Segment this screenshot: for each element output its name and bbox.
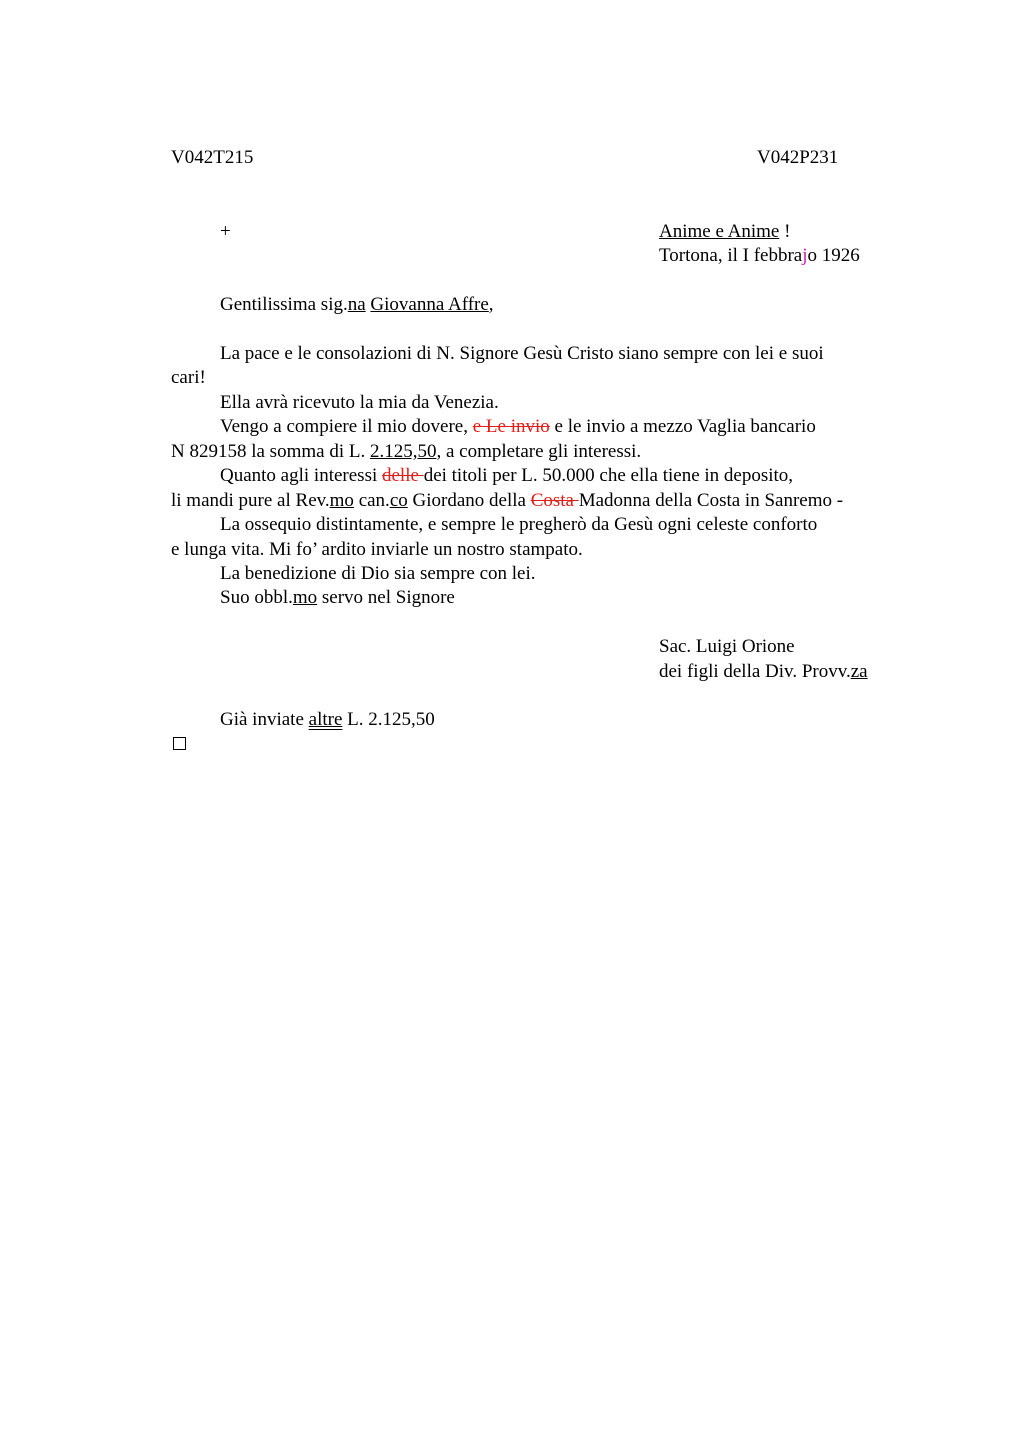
body-line-8: La ossequio distintamente, e sempre le pregherò da Gesù ogni celeste conforto: [220, 514, 818, 535]
salutation-comma: ,: [488, 294, 494, 315]
document-code-left: V042T215: [171, 147, 254, 168]
body-line-3: Ella avrà ricevuto la mia da Venezia.: [220, 392, 499, 413]
body-line-7-c: can.: [353, 490, 390, 511]
body-line-7-f: Madonna della Costa in Sanremo -: [578, 490, 844, 511]
salutation-abbr: na: [347, 294, 366, 315]
body-line-5-post: , a completare gli interessi.: [436, 441, 642, 462]
closing-post: servo nel Signore: [317, 587, 455, 608]
end-marker-box: [173, 737, 186, 750]
deleted-text: Costa: [530, 490, 579, 511]
abbreviation: za: [850, 661, 868, 682]
dateline-pre: Tortona, il I febbra: [659, 245, 803, 266]
dateline: [659, 244, 860, 268]
body-line-4: [220, 415, 816, 439]
body-line-6: [220, 464, 793, 488]
postscript-post: L. 2.125,50: [342, 709, 435, 730]
closing-line: [220, 586, 455, 610]
postscript: [220, 708, 435, 732]
closing-pre: Suo obbl.: [220, 587, 293, 608]
dateline-post: o 1926: [807, 245, 860, 266]
abbreviation: co: [389, 490, 408, 511]
postscript-pre: Già inviate: [220, 709, 309, 730]
body-line-5-pre: N 829158 la somma di L.: [171, 441, 370, 462]
motto-suffix: !: [779, 221, 791, 242]
amount: 2.125,50: [369, 441, 437, 462]
body-line-7-a: li mandi pure al Rev.: [171, 490, 330, 511]
postscript-emphasis: altre: [308, 709, 343, 730]
body-line-6-pre: Quanto agli interessi: [220, 465, 382, 486]
deleted-text: e Le invio: [472, 416, 550, 437]
body-line-7-e: Giordano della: [407, 490, 531, 511]
motto-text: Anime e Anime: [659, 221, 780, 242]
salutation-pre: Gentilissima sig.: [220, 294, 348, 315]
body-line-5: [171, 440, 641, 464]
body-line-6-post: dei titoli per L. 50.000 che ella tiene in deposito,: [423, 465, 794, 486]
dateline-insertion: j: [802, 245, 808, 266]
recipient-name: Giovanna Affre: [370, 294, 489, 315]
deleted-text: delle: [382, 465, 424, 486]
body-line-7: [171, 489, 843, 513]
document-code-right: V042P231: [757, 147, 839, 168]
body-line-1: La pace e le consolazioni di N. Signore Gesù Cristo siano sempre con lei e suoi: [220, 343, 824, 364]
body-line-4-post: e le invio a mezzo Vaglia bancario: [549, 416, 816, 437]
signature-congregation-pre: dei figli della Div. Provv.: [659, 661, 851, 682]
cross-symbol: +: [220, 221, 231, 242]
signature-name: Sac. Luigi Orione: [659, 636, 795, 657]
abbreviation: mo: [292, 587, 318, 608]
salutation: [220, 293, 494, 317]
body-line-9: e lunga vita. Mi fo’ ardito inviarle un nostro stampato.: [171, 539, 583, 560]
body-line-10: La benedizione di Dio sia sempre con lei.: [220, 563, 536, 584]
abbreviation: mo: [329, 490, 354, 511]
body-line-2: cari!: [171, 367, 206, 388]
body-line-4-pre: Vengo a compiere il mio dovere,: [220, 416, 473, 437]
signature-congregation: [659, 660, 868, 684]
motto-line: [659, 220, 790, 244]
